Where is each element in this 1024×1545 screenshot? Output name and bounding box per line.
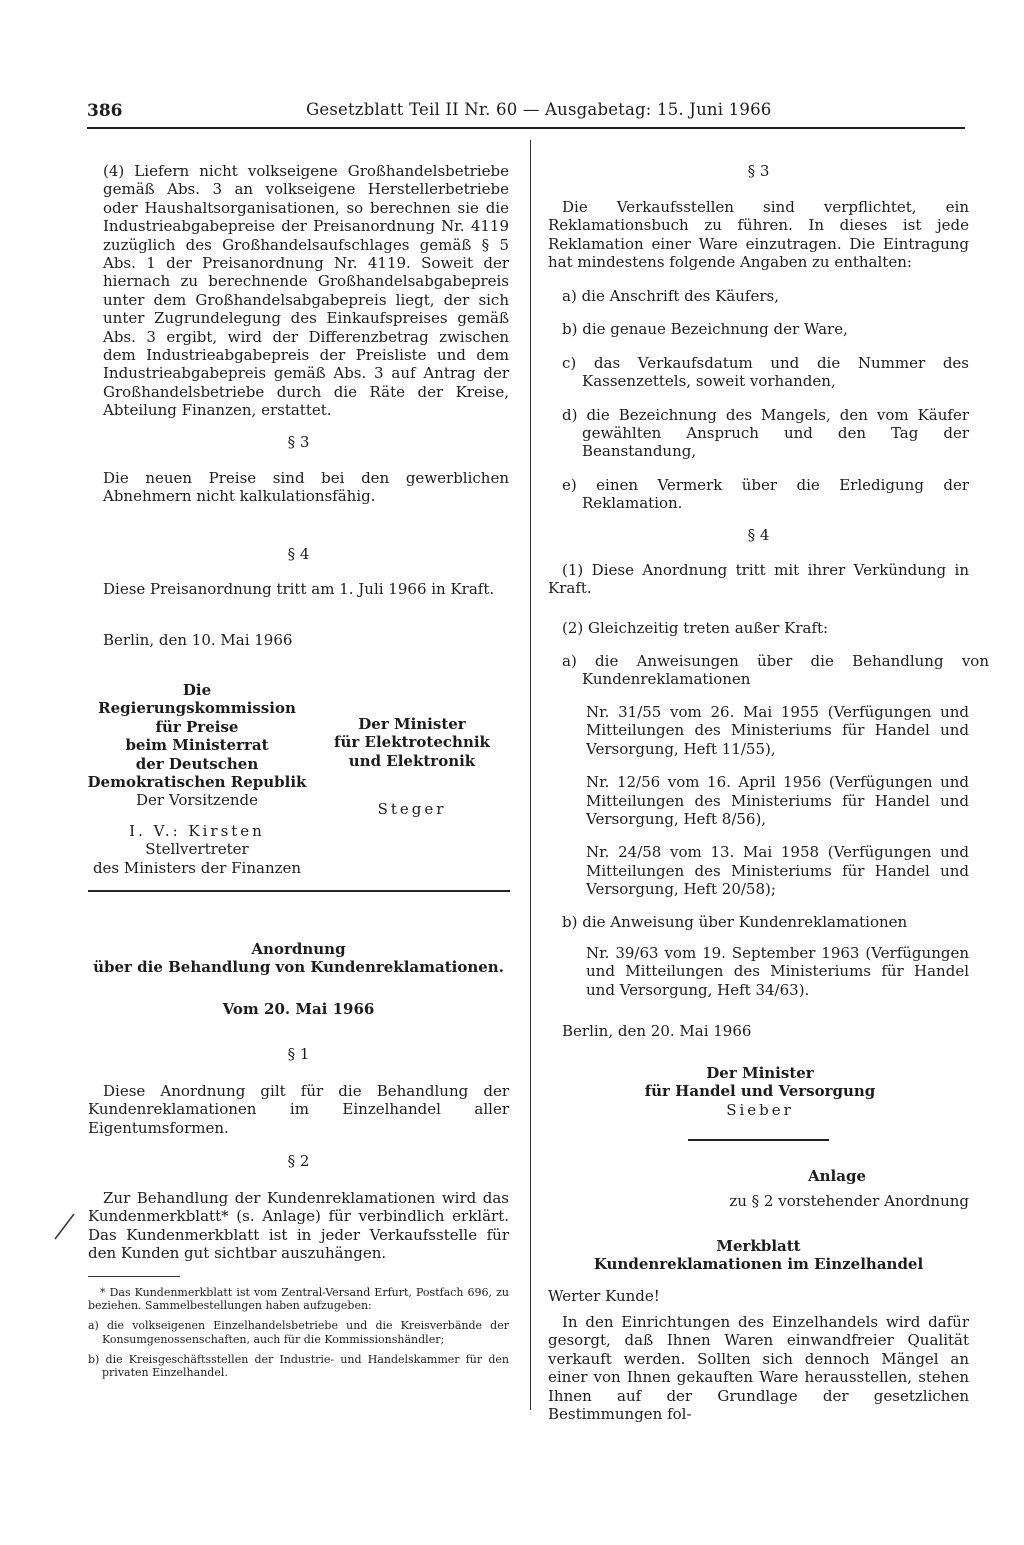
right-section-3-heading: § 3	[747, 162, 770, 180]
salutation: Werter Kunde!	[548, 1287, 660, 1305]
new-section-1-heading: § 1	[287, 1045, 310, 1063]
left-section-3-heading: § 3	[287, 433, 310, 451]
signature-block-electro	[322, 715, 502, 819]
annex-subtitle: zu § 2 vorstehender Anordnung	[729, 1192, 969, 1210]
section-divider	[88, 890, 510, 892]
right-section-4-heading: § 4	[747, 526, 770, 544]
left-place-date: Berlin, den 10. Mai 1966	[103, 631, 293, 649]
left-section-3-text: Die neuen Preise sind bei den gewerblichen Abnehmern nicht kalkulationsfähig.	[103, 469, 509, 506]
sig3-line2: für Handel und Versorgung	[644, 1082, 876, 1101]
footnote-a: a) die volkseigenen Einzelhandelsbetriebe und die Kreisverbände der Konsumgenossenschaften, auch für die Kommissionshändler;	[88, 1319, 509, 1346]
reference-2: Nr. 12/56 vom 16. April 1956 (Verfügungen und Mitteilungen des Ministeriums für Handel und Versorgung, Heft 8/56),	[586, 773, 969, 829]
sig1-line2: für Preise	[155, 717, 239, 736]
reference-1: Nr. 31/55 vom 26. Mai 1955 (Verfügungen und Mitteilungen des Ministeriums für Handel und Versorgung, Heft 11/55),	[586, 703, 969, 758]
new-title-line1: Anordnung	[251, 940, 346, 958]
new-section-2-text: Zur Behandlung der Kundenreklamationen wird das Kundenmerkblatt* (s. Anlage) für verbindlich erklärt. Das Kundenmerkblatt ist in jeder Verkaufsstelle für den Kunden gut sichtbar auszuhängen.	[88, 1189, 509, 1263]
list-item-c: c) das Verkaufsdatum und die Nummer des Kassenzettels, soweit vorhanden,	[562, 353, 969, 391]
sig2-line1: Der Minister	[358, 715, 466, 733]
new-ordinance-title	[88, 940, 509, 977]
merkblatt-body: In den Einrichtungen des Einzelhandels wird dafür gesorgt, daß Ihnen Waren einwandfreier Qualität verkauft werden. Sollten sich dennoch Mängel an einer von Ihnen gekauften Ware herausstellen, stehen Ihnen auf der Grundlage der gesetzlichen Bestimmungen fol-	[548, 1313, 969, 1424]
signature-rule	[688, 1139, 829, 1141]
right-section-4-b: b) die Anweisung über Kundenreklamationen	[562, 913, 908, 931]
column-divider	[530, 140, 531, 1410]
merkblatt-title	[548, 1237, 969, 1274]
sig3-name: Sieber	[726, 1100, 794, 1119]
right-section-4-p2: (2) Gleichzeitig treten außer Kraft:	[562, 619, 829, 637]
footnote-block	[88, 1286, 509, 1379]
left-para-4: (4) Liefern nicht volkseigene Großhandelsbetriebe gemäß Abs. 3 an volkseigene Herstellerbetriebe oder Haushaltsorganisationen, so berechnen sie die Industrieabgabepreise der Preisanordnung Nr. 4119 zuzüglich des Großhandelsaufschlages gemäß § 5 Abs. 1 der Preisanordnung Nr. 4119. Soweit der hiernach zu berechnende Großhandelsabgabepreis unter dem Großhandelsabgabepreis liegt, der sich unter Zugrundelegung des Einkaufspreises gemäß Abs. 3 ergibt, wird der Differenzbetrag zwischen dem Industrieabgabepreis der Preisliste und dem Industrieabgabepreis gemäß Abs. 3 auf Antrag der Großhandelsbetriebe durch die Räte der Kreise, Abteilung Finanzen, erstattet.	[103, 162, 509, 420]
header-rule	[87, 127, 965, 129]
new-section-2-heading: § 2	[287, 1152, 310, 1170]
list-item-a: a) die Anschrift des Käufers,	[562, 287, 779, 305]
signature-block-trade	[640, 1064, 880, 1119]
new-title-line2: über die Behandlung von Kundenreklamationen.	[93, 958, 504, 977]
right-section-3-intro: Die Verkaufsstellen sind verpflichtet, ein Reklamationsbuch zu führen. In dieses ist jede Reklamation einer Ware einzutragen. Die Eintragung hat mindestens folgende Angaben zu enthalten:	[548, 198, 969, 272]
new-ordinance-date: Vom 20. Mai 1966	[222, 1000, 375, 1018]
right-section-4-a: a) die Anweisungen über die Behandlung von Kundenreklamationen	[562, 652, 989, 689]
right-list	[562, 287, 969, 513]
annex-title: Anlage	[808, 1167, 866, 1185]
reference-3: Nr. 24/58 vom 13. Mai 1958 (Verfügungen und Mitteilungen des Ministeriums für Handel und Versorgung, Heft 20/58);	[586, 843, 969, 899]
sig1-role1: Stellvertreter	[145, 840, 249, 859]
running-title: Gesetzblatt Teil II Nr. 60 — Ausgabetag: 15. Juni 1966	[306, 100, 772, 119]
references-a	[586, 703, 969, 899]
sig1-line6: Der Vorsitzende	[136, 791, 258, 810]
right-section-4-p1: (1) Diese Anordnung tritt mit ihrer Verkündung in Kraft.	[548, 561, 969, 598]
footnote-rule	[88, 1276, 180, 1277]
left-section-4-heading: § 4	[287, 545, 310, 563]
page-number: 386	[87, 101, 123, 121]
list-item-e: e) einen Vermerk über die Erledigung der Reklamation.	[562, 475, 969, 513]
right-place-date: Berlin, den 20. Mai 1966	[562, 1022, 752, 1040]
signature-block-pricing	[86, 681, 308, 877]
sig2-line3: und Elektronik	[348, 751, 476, 770]
left-section-4-text: Diese Preisanordnung tritt am 1. Juli 1966 in Kraft.	[103, 580, 495, 598]
sig1-line1: Die Regierungskommission	[98, 681, 296, 718]
margin-pen-mark	[50, 1212, 80, 1242]
sig2-name: Steger	[377, 800, 447, 819]
merkblatt-title-line2: Kundenreklamationen im Einzelhandel	[593, 1255, 924, 1274]
sig1-role2: des Ministers der Finanzen	[92, 858, 302, 877]
new-section-1-text: Diese Anordnung gilt für die Behandlung der Kundenreklamationen im Einzelhandel aller Eigentumsformen.	[88, 1082, 509, 1137]
footnote-b: b) die Kreisgeschäftsstellen der Industrie- und Handelskammer für den privaten Einzelhandel.	[88, 1352, 509, 1380]
reference-b: Nr. 39/63 vom 19. September 1963 (Verfügungen und Mitteilungen des Ministeriums für Handel und Versorgung, Heft 34/63).	[586, 944, 969, 999]
sig3-line1: Der Minister	[706, 1064, 814, 1082]
sig1-line5: Demokratischen Republik	[87, 773, 307, 792]
list-item-b: b) die genaue Bezeichnung der Ware,	[562, 320, 848, 339]
sig1-name: I. V.: Kirsten	[129, 821, 265, 840]
merkblatt-title-line1: Merkblatt	[716, 1237, 801, 1255]
footnote-intro: * Das Kundenmerkblatt ist vom Zentral-Versand Erfurt, Postfach 696, zu beziehen. Sammelbestellungen haben aufzugeben:	[88, 1286, 509, 1313]
sig1-line3: beim Ministerrat	[125, 736, 269, 755]
sig2-line2: für Elektrotechnik	[334, 733, 490, 752]
sig1-line4: der Deutschen	[135, 754, 259, 773]
list-item-d: d) die Bezeichnung des Mangels, den vom Käufer gewählten Anspruch und den Tag der Beanstandung,	[562, 405, 969, 461]
